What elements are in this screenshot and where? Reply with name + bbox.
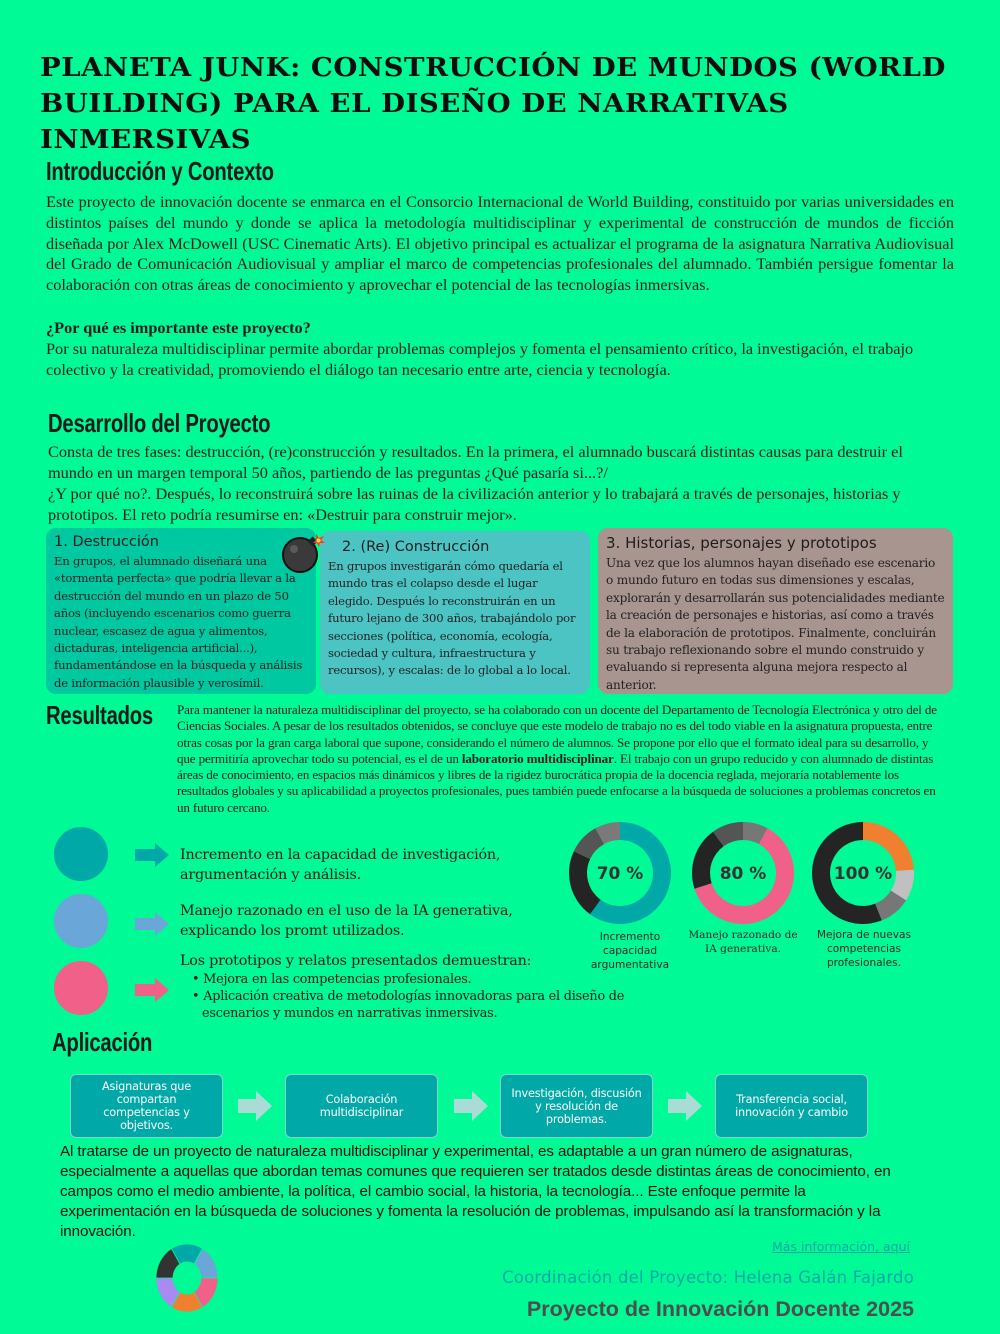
- donut-caption: Mejora de nuevas competencias profesionales.: [816, 929, 912, 969]
- donut-chart-ai: [688, 818, 798, 928]
- more-info-link[interactable]: Más información, aquí: [772, 1239, 910, 1254]
- phase-title: 1. Destrucción: [54, 534, 159, 550]
- donut-percentage: 70 %: [596, 864, 644, 884]
- result-dot-blue: [54, 894, 108, 948]
- development-paragraph-2: ¿Y por qué no?. Después, lo reconstruirá sobre las ruinas de la civilización anterior y lo trabajará a través de personajes, historias y prototipos. El reto podría resumirse en: «Destruir para construir mejor».: [48, 484, 901, 524]
- result-bullet: • Aplicación creativa de metodologías innovadoras para el diseño de escenarios y mundos en narrativas inmersivas.: [192, 989, 625, 1021]
- donut-caption: Incremento capacidad argumentativa: [590, 931, 670, 971]
- bomb-icon: [280, 530, 326, 576]
- flow-step-3: Investigación, discusión y resolución de problemas.: [500, 1074, 653, 1138]
- phase-card-destruction: [46, 528, 316, 694]
- intro-heading: Introducción y Contexto: [46, 156, 274, 186]
- intro-answer: Por su naturaleza multidisciplinar permite abordar problemas complejos y fomenta el pensamiento crítico, la investigación, el trabajo colectivo y la creatividad, promoviendo el diálogo tan necesario entre arte, ciencia y tecnología.: [46, 339, 914, 379]
- intro-question: ¿Por qué es importante este proyecto?: [46, 318, 311, 337]
- development-heading: Desarrollo del Proyecto: [48, 408, 271, 438]
- arrow-right-icon: [135, 978, 169, 1002]
- donut-chart-argumentation: [565, 818, 675, 928]
- result-item: Manejo razonado en el uso de la IA generativa, explicando los promt utilizados.: [180, 903, 513, 939]
- intro-paragraph: Este proyecto de innovación docente se enmarca en el Consorcio Internacional de World Building, constituido por varias universidades en distintos países del mundo y donde se aplica la metodología multidisciplinar y experimental de construcción de mundos de ficción diseñada por Alex McDowell (USC Cinematic Arts). El objetivo principal es actualizar el programa de la asignatura Narrativa Audiovisual del Grado de Comunicación Audiovisual y ampliar el marco de competencias profesionales del alumnado. También persigue fomentar la colaboración con otras áreas de conocimiento y aprovechar el potencial de las tecnologías inmersivas.: [46, 192, 954, 295]
- phase-title: 3. Historias, personajes y prototipos: [606, 534, 877, 552]
- donut-percentage: 100 %: [833, 864, 893, 884]
- phase-text: Una vez que los alumnos hayan diseñado ese escenario o mundo futuro en todas sus dimensiones y escalas, explorarán y desarrollarán sus potencialidades mediante la creación de personajes e historias, así como a través de la elaboración de prototipos. Finalmente, concluirán su trabajo reflexionando sobre el mundo construido y evaluando si representa alguna mejora respecto al anterior.: [606, 556, 945, 692]
- flow-step-2: Colaboración multidisciplinar: [285, 1074, 438, 1138]
- arrow-right-icon: [454, 1091, 488, 1121]
- bullet-text: Mejora en las competencias profesionales.: [203, 972, 472, 987]
- donut-chart-competencies: [808, 818, 918, 928]
- arrow-right-icon: [135, 912, 169, 936]
- application-heading: Aplicación: [52, 1027, 153, 1057]
- phase-card-reconstruction: [320, 531, 590, 694]
- result-dot-pink: [54, 961, 108, 1015]
- results-bold-text: laboratorio multidisciplinar: [461, 750, 614, 766]
- phase-card-stories: [598, 528, 953, 694]
- results-heading: Resultados: [46, 700, 153, 730]
- phase-title: 2. (Re) Construcción: [342, 539, 490, 555]
- phase-text: En grupos investigarán cómo quedaría el mundo tras el colapso desde el lugar elegido. Después lo reconstruirán en un futuro lejano de 300 años, trabajándolo por secciones (política, economía, ecología, sociedad y cultura, infraestructura y recursos), y escalas: de lo global a lo local.: [328, 559, 576, 678]
- poster-title: PLANETA JUNK: CONSTRUCCIÓN DE MUNDOS (WORLD BUILDING) PARA EL DISEÑO DE NARRATIVAS INMERSIVAS: [40, 52, 946, 155]
- result-dot-teal: [54, 827, 108, 881]
- results-text: . El trabajo con un grupo reducido y con alumnado de distintas áreas de conocimiento, en espacios más dinámicos y libres de la rigidez burocrática propia de la docencia reglada, mejoraría notablemente los resultados globales y su aplicabilidad a proyectos profesionales, pues también puede enfocarse a la búsqueda de soluciones a problemas concretos en un futuro cercano.: [177, 750, 936, 815]
- flow-step-4: Transferencia social, innovación y cambio: [715, 1074, 868, 1138]
- results-text: Para mantener la naturaleza multidisciplinar del proyecto, se ha colaborado con un docente del Departamento de Tecnología Electrónica y otro del de Ciencias Sociales. A pesar de los resultados obtenidos, se concluye que este modelo de trabajo no es del todo viable en la asignatura propuesta, entre otras cosas por la gran carga laboral que supone, considerando el número de alumnos. Se propone por ello que el formato ideal para su desarrollo, y que permitiría aprovechar todo su potencial, es el de un: [177, 702, 937, 766]
- result-item: Los prototipos y relatos presentados demuestran:: [180, 953, 532, 969]
- arrow-right-icon: [135, 843, 169, 867]
- result-item: Incremento en la capacidad de investigación, argumentación y análisis.: [180, 847, 501, 883]
- result-bullet: • Mejora en las competencias profesionales.: [192, 972, 472, 987]
- development-paragraph-1: Consta de tres fases: destrucción, (re)construcción y resultados. En la primera, el alumnado buscará distintas causas para destruir el mundo en un margen temporal 50 años, partiendo de las preguntas ¿Qué pasaría si...?/: [48, 442, 903, 482]
- puzzle-ring-icon: [155, 1244, 219, 1312]
- donut-percentage: 80 %: [719, 864, 767, 884]
- results-paragraph: [177, 702, 949, 816]
- arrow-right-icon: [238, 1091, 272, 1121]
- project-footer-title: Proyecto de Innovación Docente 2025: [526, 1297, 914, 1321]
- flow-step-1: Asignaturas que compartan competencias y objetivos.: [70, 1074, 223, 1138]
- application-paragraph: Al tratarse de un proyecto de naturaleza multidisciplinar y experimental, es adaptable a un gran número de asignaturas, especialmente a aquellas que abordan temas comunes que requieren ser tratados desde distintas áreas de conocimiento, en campos como el medio ambiente, la política, el cambio social, la historia, la tecnología... Este enfoque permite la experimentación en la búsqueda de soluciones y fomenta la resolución de problemas, impulsando así la transformación y la innovación.: [60, 1143, 891, 1240]
- arrow-right-icon: [668, 1091, 702, 1121]
- donut-caption: Manejo razonado de IA generativa.: [688, 929, 798, 955]
- bullet-text: Aplicación creativa de metodologías innovadoras para el diseño de escenarios y mundos en narrativas inmersivas.: [202, 989, 625, 1021]
- project-coordination: Coordinación del Proyecto: Helena Galán Fajardo: [502, 1268, 914, 1287]
- phase-text: En grupos, el alumnado diseñará una «tormenta perfecta» que podría llevar a la destrucción del mundo en un plazo de 50 años (incluyendo escenarios como guerra nuclear, escasez de agua y alimentos, dictaduras, inteligencia artificial...), fundamentándose en la búsqueda y análisis de información plausible y verosímil.: [54, 554, 303, 690]
- result-bullet-list: [192, 971, 642, 1022]
